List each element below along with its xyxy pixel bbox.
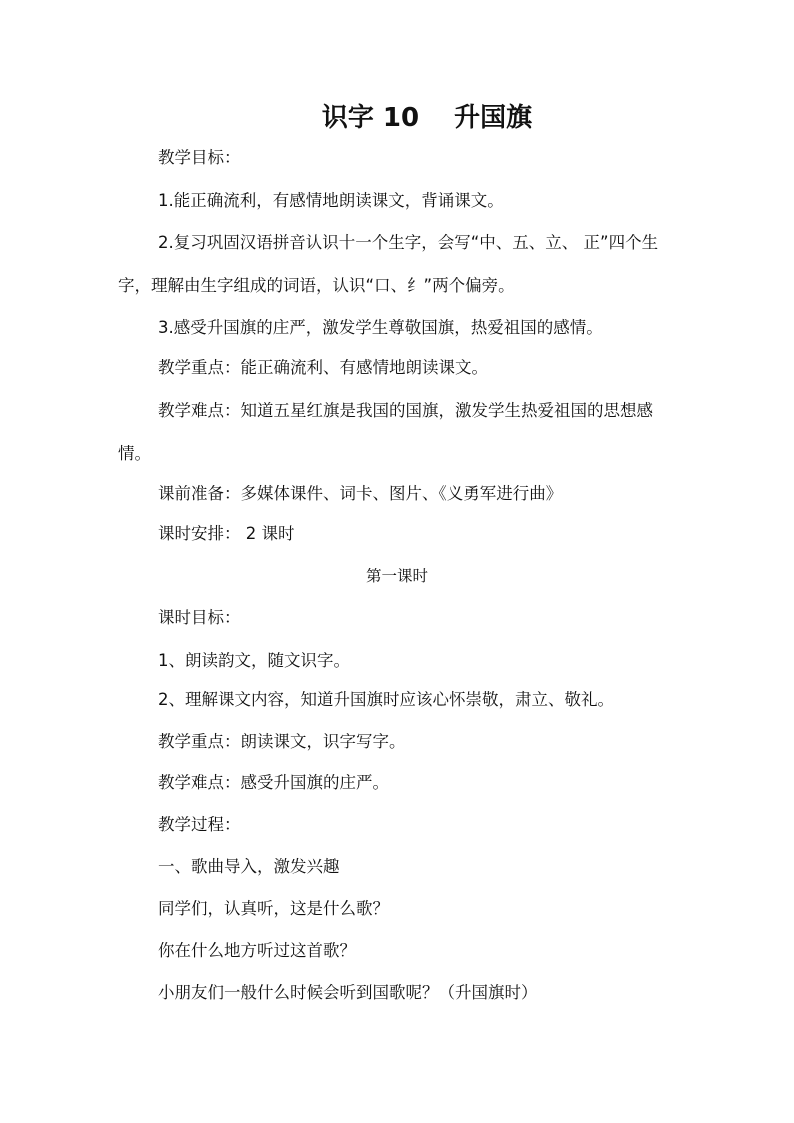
paragraph-lesson-goal-1: 1、朗读韵文，随文识字。	[158, 651, 350, 670]
section-heading: 第一课时	[365, 567, 428, 585]
paragraph-step-1-heading: 一、歌曲导入，激发兴趣	[158, 857, 340, 876]
paragraph-preparation: 课前准备：多媒体课件、词卡、图片、《义勇军进行曲》	[158, 484, 563, 503]
paragraph-lesson-goal-2: 2、理解课文内容，知道升国旗时应该心怀崇敬，肃立、敬礼。	[158, 690, 614, 709]
paragraph-process-heading: 教学过程：	[158, 815, 241, 834]
paragraph-question-2: 你在什么地方听过这首歌？	[158, 941, 356, 960]
paragraph-goal-3: 3.感受升国旗的庄严，激发学生尊敬国旗，热爱祖国的感情。	[158, 318, 603, 337]
paragraph-goal-2: 2.复习巩固汉语拼音认识十一个生字，会写“中、五、立、 正”四个生字，理解由生字组成的词语，认识“口、纟”两个偏旁。	[118, 233, 659, 295]
paragraph-question-1: 同学们，认真听，这是什么歌？	[158, 899, 389, 918]
paragraph-lesson-goals-heading: 课时目标：	[158, 608, 241, 627]
paragraph-lesson-difficulty: 教学难点：感受升国旗的庄严。	[158, 773, 389, 792]
paragraph-teaching-focus: 教学重点：能正确流利、有感情地朗读课文。	[158, 358, 488, 377]
paragraph-goal-1: 1.能正确流利，有感情地朗读课文，背诵课文。	[158, 191, 504, 210]
paragraph-question-3: 小朋友们一般什么时候会听到国歌呢？（升国旗时）	[158, 983, 538, 1002]
paragraph-lesson-focus: 教学重点：朗读课文，识字写字。	[158, 732, 406, 751]
paragraph-teaching-difficulty: 教学难点：知道五星红旗是我国的国旗，激发学生热爱祖国的思想感情。	[118, 401, 653, 463]
paragraph-teaching-goals-heading: 教学目标：	[158, 148, 241, 167]
document-title: 识字 10 升国旗	[321, 103, 533, 133]
paragraph-schedule: 课时安排： 2 课时	[158, 524, 295, 543]
